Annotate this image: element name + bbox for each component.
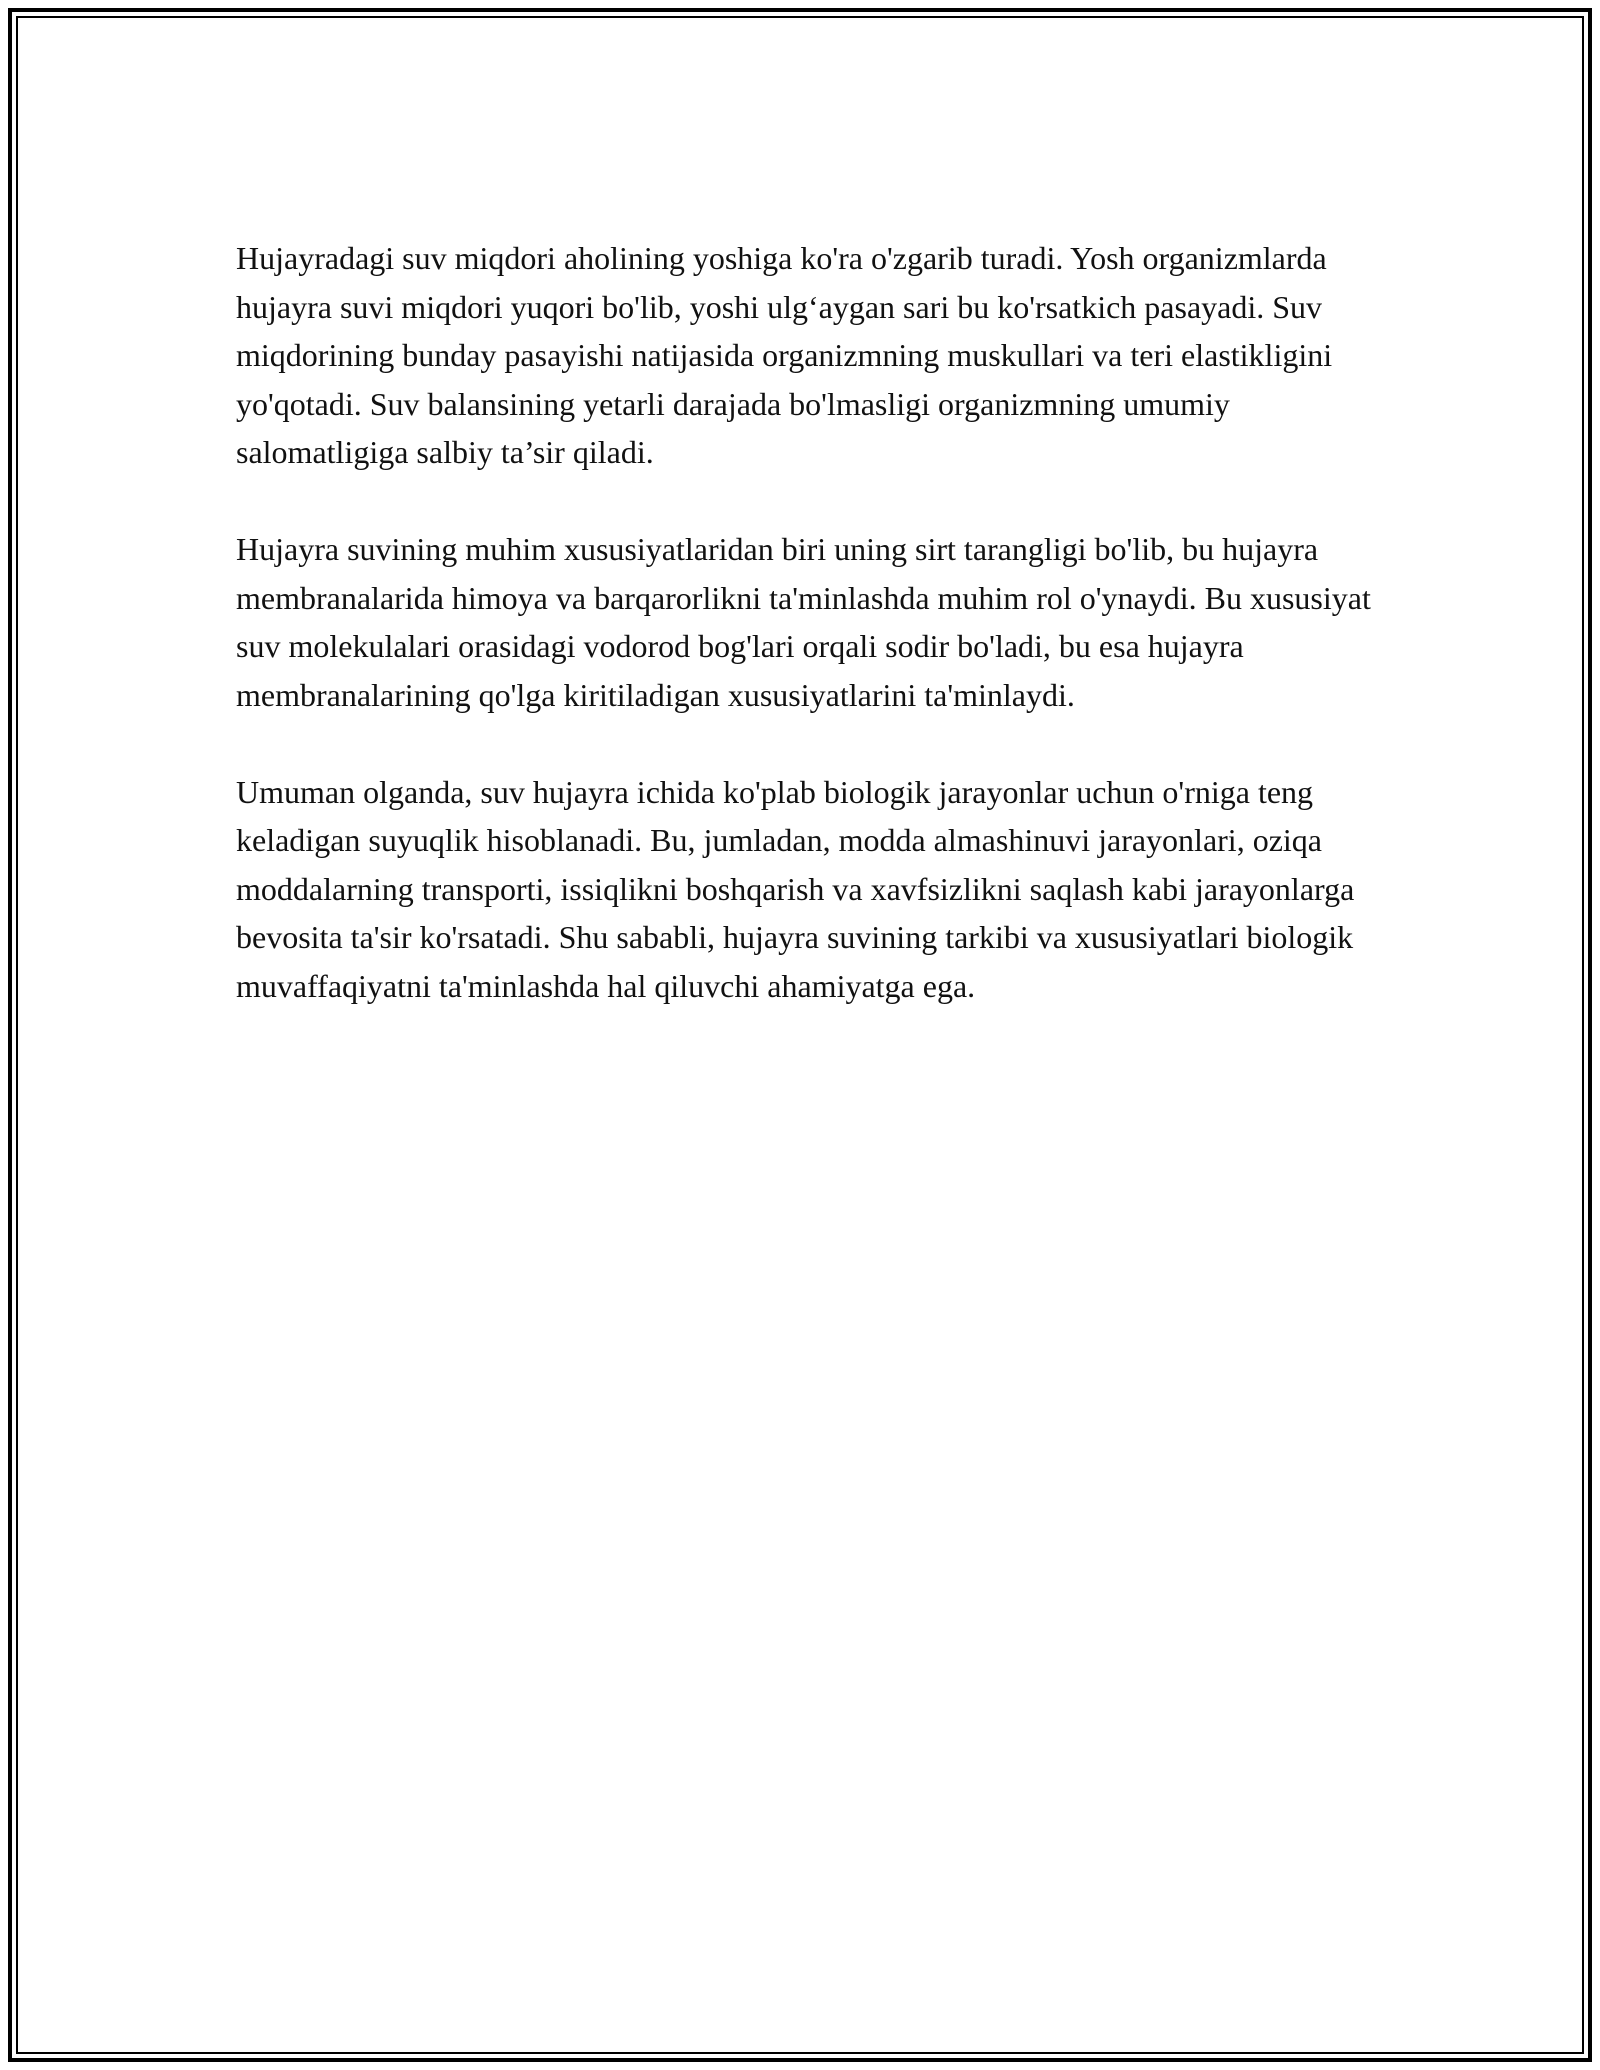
- paragraph-2: Hujayra suvining muhim xususiyatlaridan biri uning sirt tarangligi bo'lib, bu hujayra membranalarida himoya va barqarorlikni ta'minlashda muhim rol o'ynaydi. Bu xususiyat suv molekulalari orasidagi vodorod bog'lari orqali sodir bo'ladi, bu esa hujayra membranalarining qo'lga kiritiladigan xususiyatlarini ta'minlaydi.: [236, 531, 1371, 713]
- paragraph-1: Hujayradagi suv miqdori aholining yoshiga ko'ra o'zgarib turadi. Yosh organizmlarda hujayra suvi miqdori yuqori bo'lib, yoshi ulg‘aygan sari bu ko'rsatkich pasayadi. Suv miqdorining bunday pasayishi natijasida organizmning muskullari va teri elastikligini yo'qotadi. Suv balansining yetarli darajada bo'lmasligi organizmning umumiy salomatligiga salbiy ta’sir qiladi.: [236, 240, 1333, 470]
- document-body: [236, 234, 1386, 1059]
- paragraph-3: Umuman olganda, suv hujayra ichida ko'plab biologik jarayonlar uchun o'rniga teng keladigan suyuqlik hisoblanadi. Bu, jumladan, modda almashinuvi jarayonlari, oziqa moddalarning transporti, issiqlikni boshqarish va xavfsizlikni saqlash kabi jarayonlarga bevosita ta'sir ko'rsatadi. Shu sababli, hujayra suvining tarkibi va xususiyatlari biologik muvaffaqiyatni ta'minlashda hal qiluvchi ahamiyatga ega.: [236, 773, 1355, 1004]
